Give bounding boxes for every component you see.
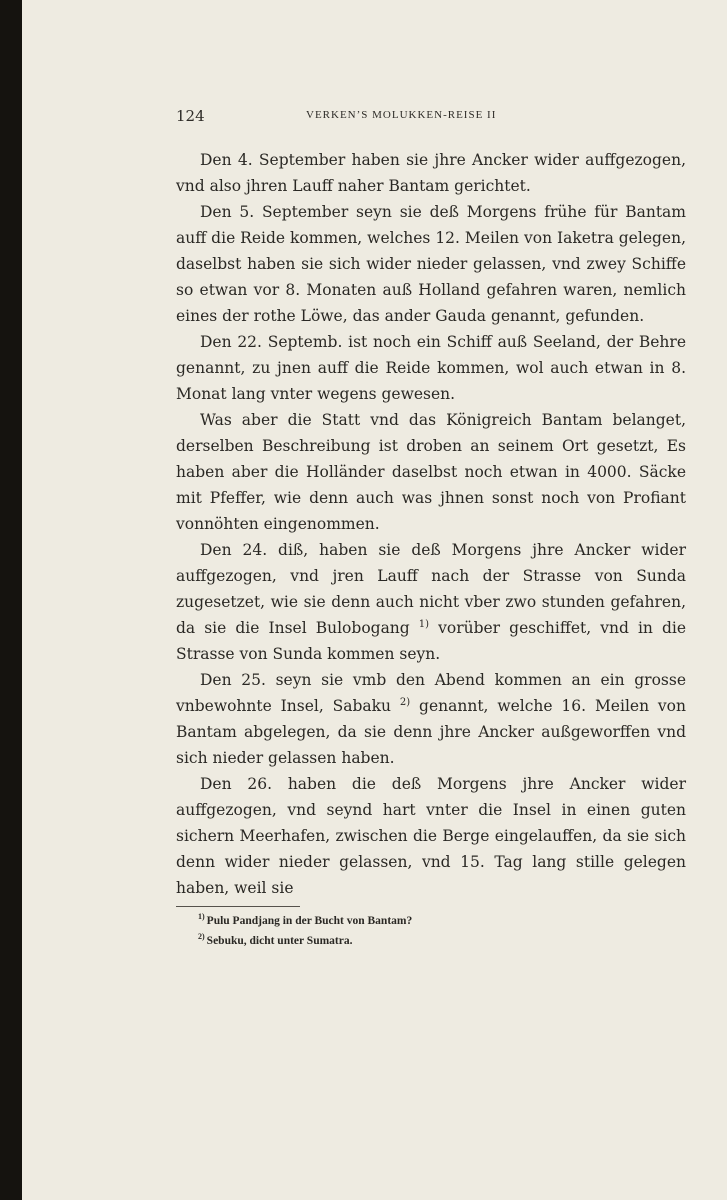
paragraph: Was aber die Statt vnd das Königreich Bantam belanget, derselben Beschreibung ist droben an seinem Ort gesetzt, Es haben aber die Holländer daselbst noch etwan in 4000. Säcke mit Pfeffer, wie denn auch was jhnen sonst noch von Profiant vonnöhten eingenommen. [176, 411, 686, 533]
paragraph: Den 5. September seyn sie deß Morgens frühe für Bantam auff die Reide kommen, welches 12. Meilen von Iaketra gelegen, daselbst haben sie sich wider nieder gelassen, vnd zwey Schiffe so etwan vor 8. Monaten auß Holland gefahren waren, nemlich eines der rothe Löwe, das ander Gauda genannt, gefunden. [176, 203, 686, 325]
paragraph: Den 24. diß, haben sie deß Morgens jhre Ancker wider auffgezogen, vnd jren Lauff nach der Strasse von Sunda zugesetzet, wie sie denn auch nicht vber zwo stunden gefahren, da sie die Insel Bulobogang $^{1)}$ vorüber geschiffet, vnd in die Strasse von Sunda kommen seyn. [176, 541, 686, 663]
footnote-ref: 1) [418, 618, 430, 630]
footnote-ref: 2) [399, 696, 411, 708]
running-title: VERKEN’S MOLUKKEN-REISE II [306, 109, 497, 121]
paragraph: Den 22. Septemb. ist noch ein Schiff auß Seeland, der Behre genannt, zu jnen auff die Reide kommen, wol auch etwan in 8. Monat lang vnter wegens gewesen. [176, 333, 686, 403]
paragraph: Den 4. September haben sie jhre Ancker wider auffgezogen, vnd also jhren Lauff naher Bantam gerichtet. [176, 151, 686, 195]
page-number: 124 [176, 107, 205, 125]
footnote: $^{2)}$ Sebuku, dicht unter Sumatra. [198, 932, 353, 947]
page-header [176, 107, 686, 129]
book-page [22, 0, 727, 1200]
footnote: $^{1)}$ Pulu Pandjang in der Bucht von Bantam? [198, 912, 413, 927]
paragraph: Den 26. haben die deß Morgens jhre Ancker wider auffgezogen, vnd seynd hart vnter die Insel in einen guten sichern Meerhafen, zwischen die Berge eingelauffen, da sie sich denn wider nieder gelassen, vnd 15. Tag lang stille gelegen haben, weil sie [176, 775, 686, 897]
paragraph: Den 25. seyn sie vmb den Abend kommen an ein grosse vnbewohnte Insel, Sabaku $^{2)}$ genannt, welche 16. Meilen von Bantam abgelegen, da sie denn jhre Ancker außgeworffen vnd sich nieder gelassen haben. [176, 671, 686, 767]
footnotes [198, 911, 686, 951]
footnote-divider [176, 906, 300, 907]
body-text [176, 147, 686, 901]
